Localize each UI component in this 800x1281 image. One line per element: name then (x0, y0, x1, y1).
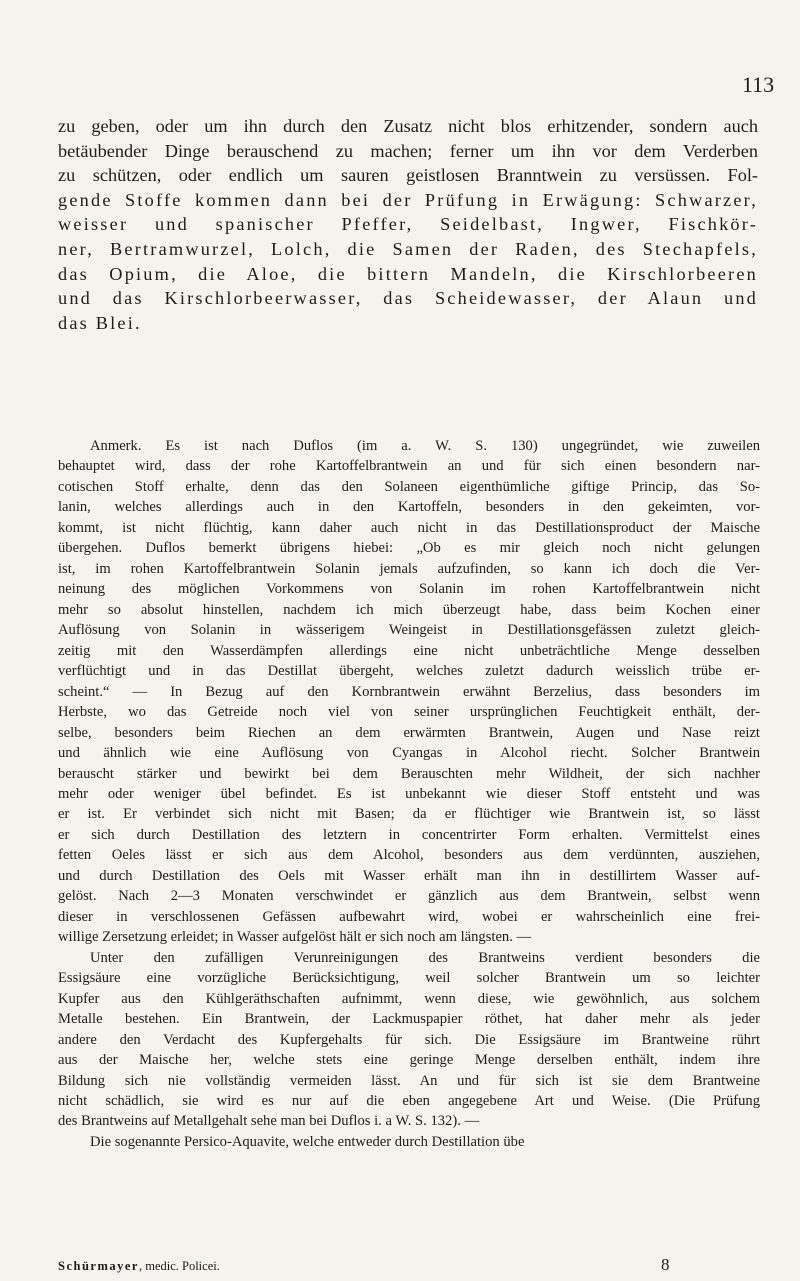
note-line: mehr so absolut hinstellen, nachdem ich mich überzeugt habe, dass beim Kochen einer (58, 601, 760, 618)
note-line: selbe, besonders beim Riechen an dem erwärmten Brantwein, Augen und Nase reizt (58, 724, 760, 741)
note-line: behauptet wird, dass der rohe Kartoffelbrantwein an und für sich einen besondern nar- (58, 458, 760, 475)
annotation-note (58, 436, 760, 1152)
note-line: Essigsäure eine vorzügliche Berücksichtigung, weil solcher Brantwein um so leichter (58, 970, 760, 987)
note-line: des Brantweins auf Metallgehalt sehe man bei Duflos i. a W. S. 132). — (58, 1113, 480, 1130)
note-line: willige Zersetzung erleidet; in Wasser aufgelöst hält er sich noch am längsten. — (58, 929, 532, 946)
signature-mark: 8 (661, 1255, 670, 1274)
body-line: zu geben, oder um ihn durch den Zusatz nicht blos erhitzender, sondern auch (58, 116, 758, 136)
note-line: Kupfer aus den Kühlgeräthschaften aufnimmt, wenn diese, wie gewöhnlich, aus solchem (58, 990, 760, 1007)
body-line: das Blei. (58, 312, 142, 333)
page-footer (58, 1255, 758, 1274)
note-line: Metalle bestehen. Ein Brantwein, der Lackmuspapier röthet, hat daher mehr als jeder (58, 1011, 760, 1028)
footer-author: Schürmayer (58, 1259, 139, 1273)
note-line: Unter den zufälligen Verunreinigungen des Brantweins verdient besonders die (90, 949, 760, 966)
body-line: das Opium, die Aloe, die bittern Mandeln, die Kirschlorbeeren (58, 263, 758, 284)
note-line: dieser in verschlossenen Gefässen aufbewahrt wird, wobei er wahrscheinlich eine frei- (58, 908, 760, 925)
note-line: ist, im rohen Kartoffelbrantwein Solanin jemals aufzufinden, so kann ich doch die Ver- (58, 560, 760, 577)
body-line: gende Stoffe kommen dann bei der Prüfung in Erwägung: Schwarzer, (58, 189, 758, 210)
body-line: weisser und spanischer Pfeffer, Seidelbast, Ingwer, Fischkör- (58, 214, 758, 235)
note-line: Bildung sich nie vollständig vermeiden lässt. An und für sich ist sie dem Brantweine (58, 1072, 760, 1089)
note-line: neinung des möglichen Vorkommens von Solanin im rohen Kartoffelbrantwein nicht (58, 581, 760, 598)
note-line: er sich durch Destillation des letztern in concentrirter Form erhalten. Vermittelst eines (58, 826, 760, 843)
note-line: andere den Verdacht des Kupfergehalts für sich. Die Essigsäure im Brantweine rührt (58, 1031, 760, 1048)
note-line: scheint.“ — In Bezug auf den Kornbrantwein erwähnt Berzelius, dass besonders im (58, 683, 760, 700)
note-line: Anmerk. Es ist nach Duflos (im a. W. S. 130) ungegründet, wie zuweilen (90, 438, 760, 454)
note-line: Auflösung von Solanin in wässerigem Weingeist in Destillationsgefässen zuletzt gleich- (58, 622, 760, 639)
footer-title: , medic. Policei. (138, 1259, 220, 1273)
note-line: lanin, welches allerdings auch in den Kartoffeln, besonders in den gekeimten, vor- (58, 499, 760, 516)
note-line: aus der Maische her, welche stets eine geringe Menge derselben enthält, indem ihre (58, 1052, 760, 1069)
note-line: Herbste, wo das Getreide noch viel von seiner ursprünglichen Feuchtigkeit enthält, der- (58, 704, 760, 721)
body-line: zu schützen, oder endlich um sauren geistlosen Branntwein zu versüssen. Fol- (58, 165, 758, 186)
note-line: zeitig mit den Wasserdämpfen allerdings eine nicht unbeträchtliche Menge desselben (58, 642, 760, 659)
body-line: ner, Bertramwurzel, Lolch, die Samen der Raden, des Stechapfels, (58, 238, 758, 259)
note-line: mehr oder weniger übel befindet. Es ist unbekannt wie dieser Stoff entsteht und was (58, 785, 760, 802)
note-line: und durch Destillation des Oels mit Wasser erhält man ihn in destillirtem Wasser auf- (58, 867, 760, 884)
body-line: betäubender Dinge berauschend zu machen; ferner um ihn vor dem Verderben (58, 140, 758, 161)
note-line: fetten Oeles lässt er sich aus dem Alcohol, besonders aus dem verdünnten, ausziehen, (58, 847, 760, 864)
note-line: übergehen. Duflos bemerkt übrigens hiebei: „Ob es mir gleich noch nicht gelungen (58, 540, 760, 557)
note-line: cotischen Stoff erhalte, denn das den Solaneen eigenthümliche giftige Princip, das So- (58, 478, 760, 495)
page-number: 113 (742, 72, 775, 97)
body-paragraph (58, 114, 758, 335)
note-line: verflüchtigt und in das Destillat übergeht, welches zuletzt dadurch weisslich trübe er- (58, 663, 760, 680)
note-line: gelöst. Nach 2—3 Monaten verschwindet er gänzlich aus dem Brantwein, selbst wenn (58, 888, 760, 905)
note-line: nicht schädlich, sie wird es nur auf die eben angegebene Art und Weise. (Die Prüfung (58, 1093, 760, 1109)
body-line: und das Kirschlorbeerwasser, das Scheidewasser, der Alaun und (58, 288, 758, 309)
note-line: und ähnlich wie eine Auflösung von Cyangas in Alcohol riecht. Solcher Brantwein (58, 745, 760, 762)
note-line: berauscht stärker und bewirkt bei dem Berauschten mehr Wildheit, der sich nachher (58, 765, 760, 782)
note-line: er ist. Er verbindet sich nicht mit Basen; da er flüchtiger wie Brantwein ist, so lässt (58, 806, 760, 823)
note-line: Die sogenannte Persico-Aquavite, welche entweder durch Destillation übe (90, 1133, 525, 1150)
note-line: kommt, ist nicht flüchtig, kann daher auch nicht in das Destillationsproduct der Maische (58, 519, 760, 536)
